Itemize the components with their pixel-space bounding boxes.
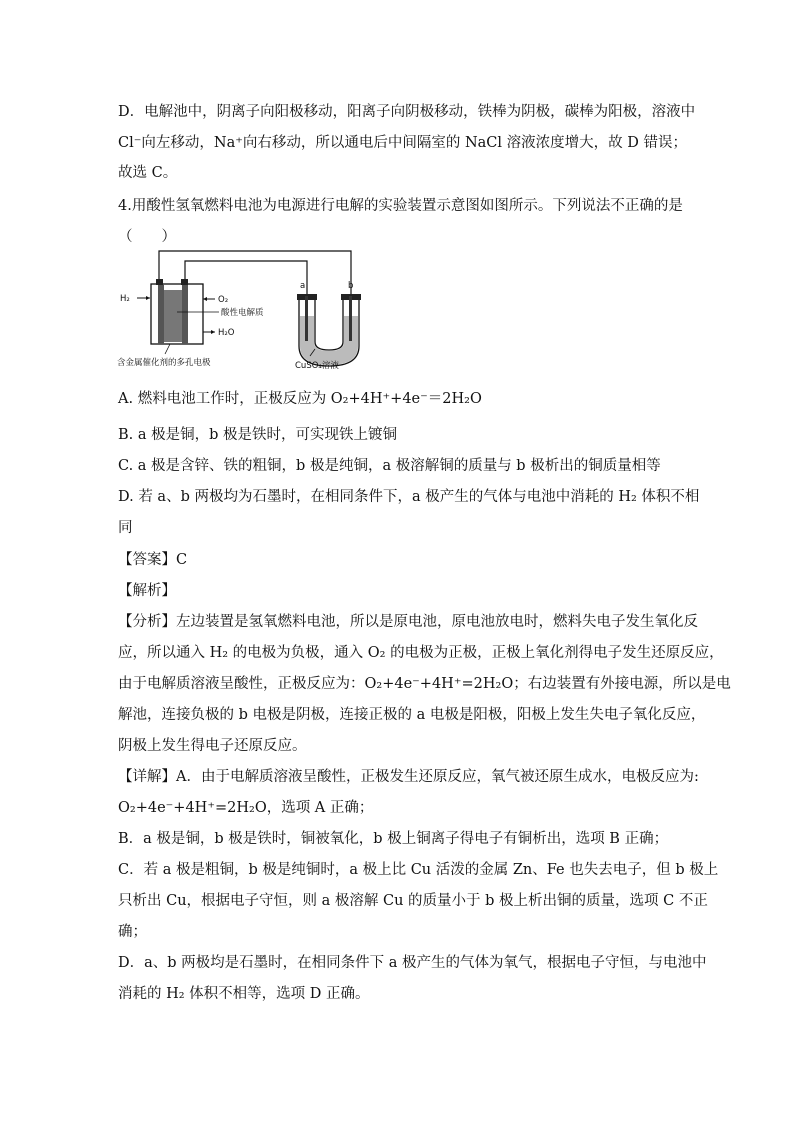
analysis-heading: 【解析】 [118,583,176,599]
analysis-line: 由于电解质溶液呈酸性，正极反应为：O₂+4e⁻+4H⁺=2H₂O；右边装置有外接电源，所以是电 [118,676,731,692]
detail-line: D．a、b 两极均是石墨时，在相同条件下 a 极产生的气体为氧气，根据电子守恒，与电池中 [118,955,707,971]
option-d-line1: D. 若 a、b 两极均为石墨时，在相同条件下，a 极产生的气体与电池中消耗的 H₂ 体积不相 [118,489,700,505]
detail-line: 【详解】A．由于电解质溶液呈酸性，正极发生还原反应，氧气被还原生成水，电极反应为: [118,769,699,785]
electrolyte-label: 酸性电解质 [221,308,264,318]
detail-line: 只析出 Cu，根据电子守恒，则 a 极溶解 Cu 的质量小于 b 极上析出铜的质量，选项 C 不正 [118,893,708,909]
detail-line: C．若 a 极是粗铜，b 极是纯铜时，a 极上比 Cu 活泼的金属 Zn、Fe 也失去电子，但 b 极上 [118,862,719,878]
electrode-a-label: a [300,281,306,291]
option-c: C. a 极是含锌、铁的粗铜，b 极是纯铜，a 极溶解铜的质量与 b 极析出的铜质量相等 [118,458,661,474]
analysis-line: 应，所以通入 H₂ 的电极为负极，通入 O₂ 的电极为正极，正极上氧化剂得电子发生还原反应， [118,645,724,661]
option-b: B. a 极是铜，b 极是铁时，可实现铁上镀铜 [118,427,398,443]
electrode-label: 含金属催化剂的多孔电极 [117,358,211,368]
question-paren: （ ） [118,229,176,245]
option-d-line2: 同 [118,520,133,536]
prev-conclusion: 故选 C。 [118,165,178,181]
electrode-b-label: b [348,281,354,291]
analysis-line: 【分析】左边装置是氢氧燃料电池，所以是原电池，原电池放电时，燃料失电子发生氧化反 [118,614,698,630]
solution-label: CuSO₄溶液 [295,361,339,371]
h2-label: H₂ [120,294,130,304]
question-stem: 4.用酸性氢氧燃料电池为电源进行电解的实验装置示意图如图所示。下列说法不正确的是 [118,198,683,214]
detail-line: 消耗的 H₂ 体积不相等，选项 D 正确。 [118,986,370,1002]
h2o-label: H₂O [218,328,235,338]
analysis-line: 阴极上发生得电子还原反应。 [118,738,307,754]
analysis-line: 解池，连接负极的 b 电极是阴极，连接正极的 a 电极是阳极，阳极上发生失电子氧化反应， [118,707,706,723]
apparatus-diagram [115,246,375,371]
o2-label: O₂ [218,295,229,305]
detail-line: O₂+4e⁻+4H⁺=2H₂O，选项 A 正确； [118,800,374,816]
option-a: A. 燃料电池工作时，正极反应为 O₂+4H⁺+4e⁻＝2H₂O [118,391,482,407]
prev-option-d-line2: Cl⁻向左移动，Na⁺向右移动，所以通电后中间隔室的 NaCl 溶液浓度增大，故 D 错误； [118,135,687,151]
prev-option-d-line1: D．电解池中，阴离子向阳极移动，阳离子向阴极移动，铁棒为阴极，碳棒为阳极，溶液中 [118,104,696,120]
detail-line: B．a 极是铜，b 极是铁时，铜被氧化，b 极上铜离子得电子有铜析出，选项 B 正确； [118,831,669,847]
answer-label: 【答案】C [118,552,188,568]
detail-line: 确； [118,924,147,940]
